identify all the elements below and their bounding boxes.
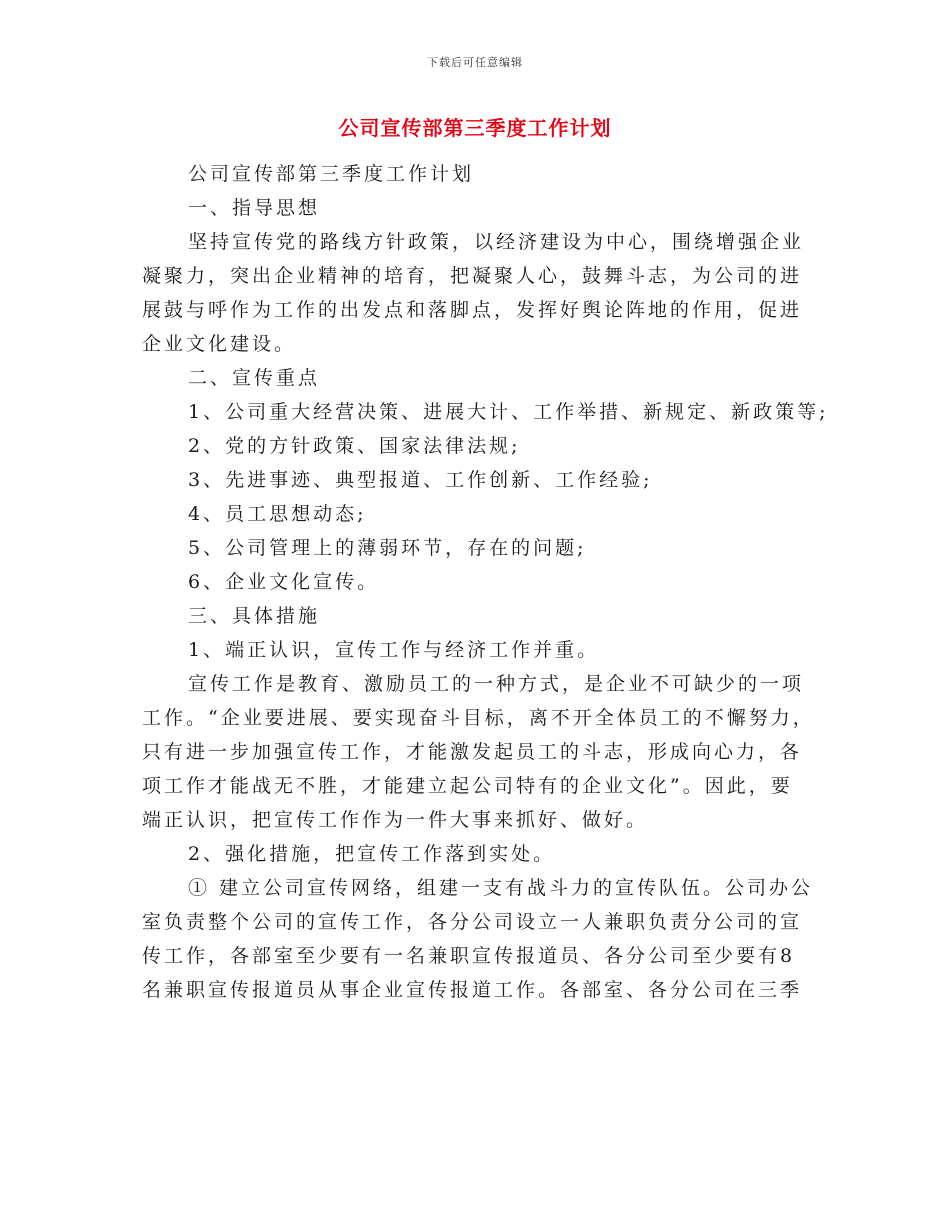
body-line: 端正认识，把宣传工作作为一件大事来抓好、做好。 [142,809,649,831]
body-line: 5、公司管理上的薄弱环节，存在的问题; [188,537,587,559]
body-line: 一、指导思想 [188,197,321,219]
body-line: 坚持宣传党的路线方针政策，以经济建设为中心，围绕增强企业 [188,231,805,253]
document-title: 公司宣传部第三季度工作计划 [338,116,612,140]
body-line: 1、端正认识，宣传工作与经济工作并重。 [188,639,600,661]
body-line: 二、宣传重点 [188,367,321,389]
body-line: 传工作，各部室至少要有一名兼职宣传报道员、各分公司至少要有8 [142,945,796,967]
body-line: 工作。“企业要进展、要实现奋斗目标，离不开全体员工的不懈努力， [142,707,815,729]
body-line: 三、具体措施 [188,605,321,627]
body-line: 公司宣传部第三季度工作计划 [188,163,475,185]
body-line: 凝聚力，突出企业精神的培育，把凝聚人心，鼓舞斗志，为公司的进 [142,265,803,287]
body-line: 3、先进事迹、典型报道、工作创新、工作经验; [188,469,653,491]
body-line: 2、强化措施，把宣传工作落到实处。 [188,843,556,865]
body-line: 6、企业文化宣传。 [188,571,380,593]
body-line: ① 建立公司宣传网络，组建一支有战斗力的宣传队伍。公司办公 [188,877,814,899]
body-line: 只有进一步加强宣传工作，才能激发起员工的斗志，形成向心力，各 [142,741,803,763]
body-line: 1、公司重大经营决策、进展大计、工作举措、新规定、新政策等; [188,401,829,423]
body-line: 宣传工作是教育、激励员工的一种方式，是企业不可缺少的一项 [188,673,805,695]
body-line: 企业文化建设。 [142,333,297,355]
body-line: 项工作才能战无不胜，才能建立起公司特有的企业文化”。因此，要 [142,775,793,797]
body-line: 室负责整个公司的宣传工作，各分公司设立一人兼职负责分公司的宣 [142,911,803,933]
body-line: 展鼓与呼作为工作的出发点和落脚点，发挥好舆论阵地的作用，促进 [142,299,803,321]
body-line: 2、党的方针政策、国家法律法规; [188,435,521,457]
page-header-note: 下载后可任意编辑 [427,56,523,69]
body-line: 名兼职宣传报道员从事企业宣传报道工作。各部室、各分公司在三季 [142,979,803,1001]
body-line: 4、员工思想动态; [188,503,367,525]
document-body [142,157,829,1007]
